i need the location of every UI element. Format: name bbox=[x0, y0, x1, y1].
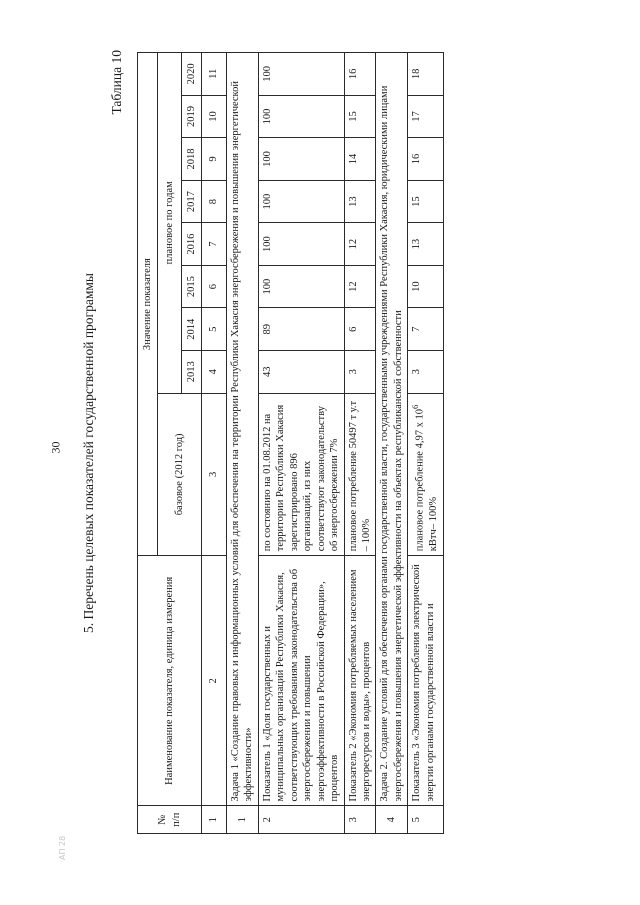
table-row bbox=[258, 53, 344, 834]
year-value: 14 bbox=[344, 138, 376, 181]
rotated-page-content bbox=[72, 32, 572, 874]
base-value bbox=[408, 393, 443, 556]
year-value: 6 bbox=[344, 308, 376, 351]
header-year: 2013 bbox=[182, 350, 202, 393]
base-value-unit: кВтч– 100% bbox=[428, 496, 440, 552]
indicator-name: Показатель 3 «Экономия потребления электрической энергии органами государственной власти и bbox=[408, 556, 443, 806]
row-num: 3 bbox=[344, 806, 376, 834]
year-value: 7 bbox=[408, 308, 443, 351]
indicator-name: Показатель 2 «Экономия потребляемых населением энергоресурсов и воды», процентов bbox=[344, 556, 376, 806]
header-num: № п/п bbox=[138, 806, 202, 834]
row-num: 1 bbox=[227, 806, 259, 834]
year-value: 100 bbox=[258, 265, 344, 308]
column-number: 1 bbox=[202, 806, 227, 834]
base-value: плановое потребление 50497 т у.т – 100% bbox=[344, 393, 376, 556]
header-base: базовое (2012 год) bbox=[158, 393, 202, 556]
task-text: Задача 1 «Создание правовых и информационных условий для обеспечения на территории Республики Хакасия энергосбережения и повышения энергетической эффективности» bbox=[227, 53, 259, 806]
base-value: по состоянию на 01.08.2012 на территории Республики Хакасия зарегистрировано 896 организаций, из них соответствуют законодательству об энергосбережении 7% bbox=[258, 393, 344, 556]
header-year: 2018 bbox=[182, 138, 202, 181]
header-name: Наименование показателя, единица измерения bbox=[138, 556, 202, 806]
column-number: 9 bbox=[202, 138, 227, 181]
corner-mark: АП 28 bbox=[58, 835, 67, 860]
column-number: 10 bbox=[202, 95, 227, 138]
row-num: 4 bbox=[376, 806, 408, 834]
table-row bbox=[344, 53, 376, 834]
year-value: 12 bbox=[344, 265, 376, 308]
year-value: 15 bbox=[408, 180, 443, 223]
column-number: 8 bbox=[202, 180, 227, 223]
year-value: 43 bbox=[258, 350, 344, 393]
page-number: 30 bbox=[48, 441, 63, 454]
year-value: 100 bbox=[258, 223, 344, 266]
year-value: 17 bbox=[408, 95, 443, 138]
year-value: 13 bbox=[408, 223, 443, 266]
column-number: 3 bbox=[202, 393, 227, 556]
header-year: 2017 bbox=[182, 180, 202, 223]
header-year: 2015 bbox=[182, 265, 202, 308]
year-value: 18 bbox=[408, 53, 443, 96]
year-value: 100 bbox=[258, 53, 344, 96]
year-value: 89 bbox=[258, 308, 344, 351]
year-value: 16 bbox=[344, 53, 376, 96]
row-num: 2 bbox=[258, 806, 344, 834]
column-number: 4 bbox=[202, 350, 227, 393]
header-year: 2016 bbox=[182, 223, 202, 266]
column-number: 11 bbox=[202, 53, 227, 96]
row-num: 5 bbox=[408, 806, 443, 834]
column-number: 2 bbox=[202, 556, 227, 806]
header-planned: плановое по годам bbox=[158, 53, 182, 394]
year-value: 13 bbox=[344, 180, 376, 223]
year-value: 10 bbox=[408, 265, 443, 308]
year-value: 3 bbox=[344, 350, 376, 393]
header-year: 2014 bbox=[182, 308, 202, 351]
year-value: 15 bbox=[344, 95, 376, 138]
year-value: 16 bbox=[408, 138, 443, 181]
year-value: 100 bbox=[258, 95, 344, 138]
year-value: 12 bbox=[344, 223, 376, 266]
column-number: 7 bbox=[202, 223, 227, 266]
header-year: 2020 bbox=[182, 53, 202, 96]
task-text: Задача 2. Создание условий для обеспечения органами государственной власти, государственными учреждениями Республики Хакасия, юридическими лицами энергосбережения и повышения энергетической эффективности на объектах республиканской собственности bbox=[376, 53, 408, 806]
year-value: 100 bbox=[258, 180, 344, 223]
indicators-table bbox=[137, 52, 444, 834]
table-row bbox=[408, 53, 443, 834]
column-number: 5 bbox=[202, 308, 227, 351]
section-title: 5. Перечень целевых показателей государственной программы bbox=[81, 273, 96, 633]
year-value: 100 bbox=[258, 138, 344, 181]
year-value: 3 bbox=[408, 350, 443, 393]
column-number: 6 bbox=[202, 265, 227, 308]
header-year: 2019 bbox=[182, 95, 202, 138]
task-row bbox=[376, 53, 408, 834]
table-caption: Таблица 10 bbox=[109, 50, 124, 115]
indicator-name: Показатель 1 «Доля государственных и муниципальных организаций Республики Хакасия, соответствующих требованиям законодательства об энергосбережении и повышении энергоэффективности в Российской Федерации», процентов bbox=[258, 556, 344, 806]
header-value-group: Значение показателя bbox=[138, 53, 158, 556]
base-value-text: плановое потребление 4,97 х 10 bbox=[414, 409, 426, 552]
base-value-exponent: 6 bbox=[410, 404, 421, 410]
task-row bbox=[227, 53, 259, 834]
